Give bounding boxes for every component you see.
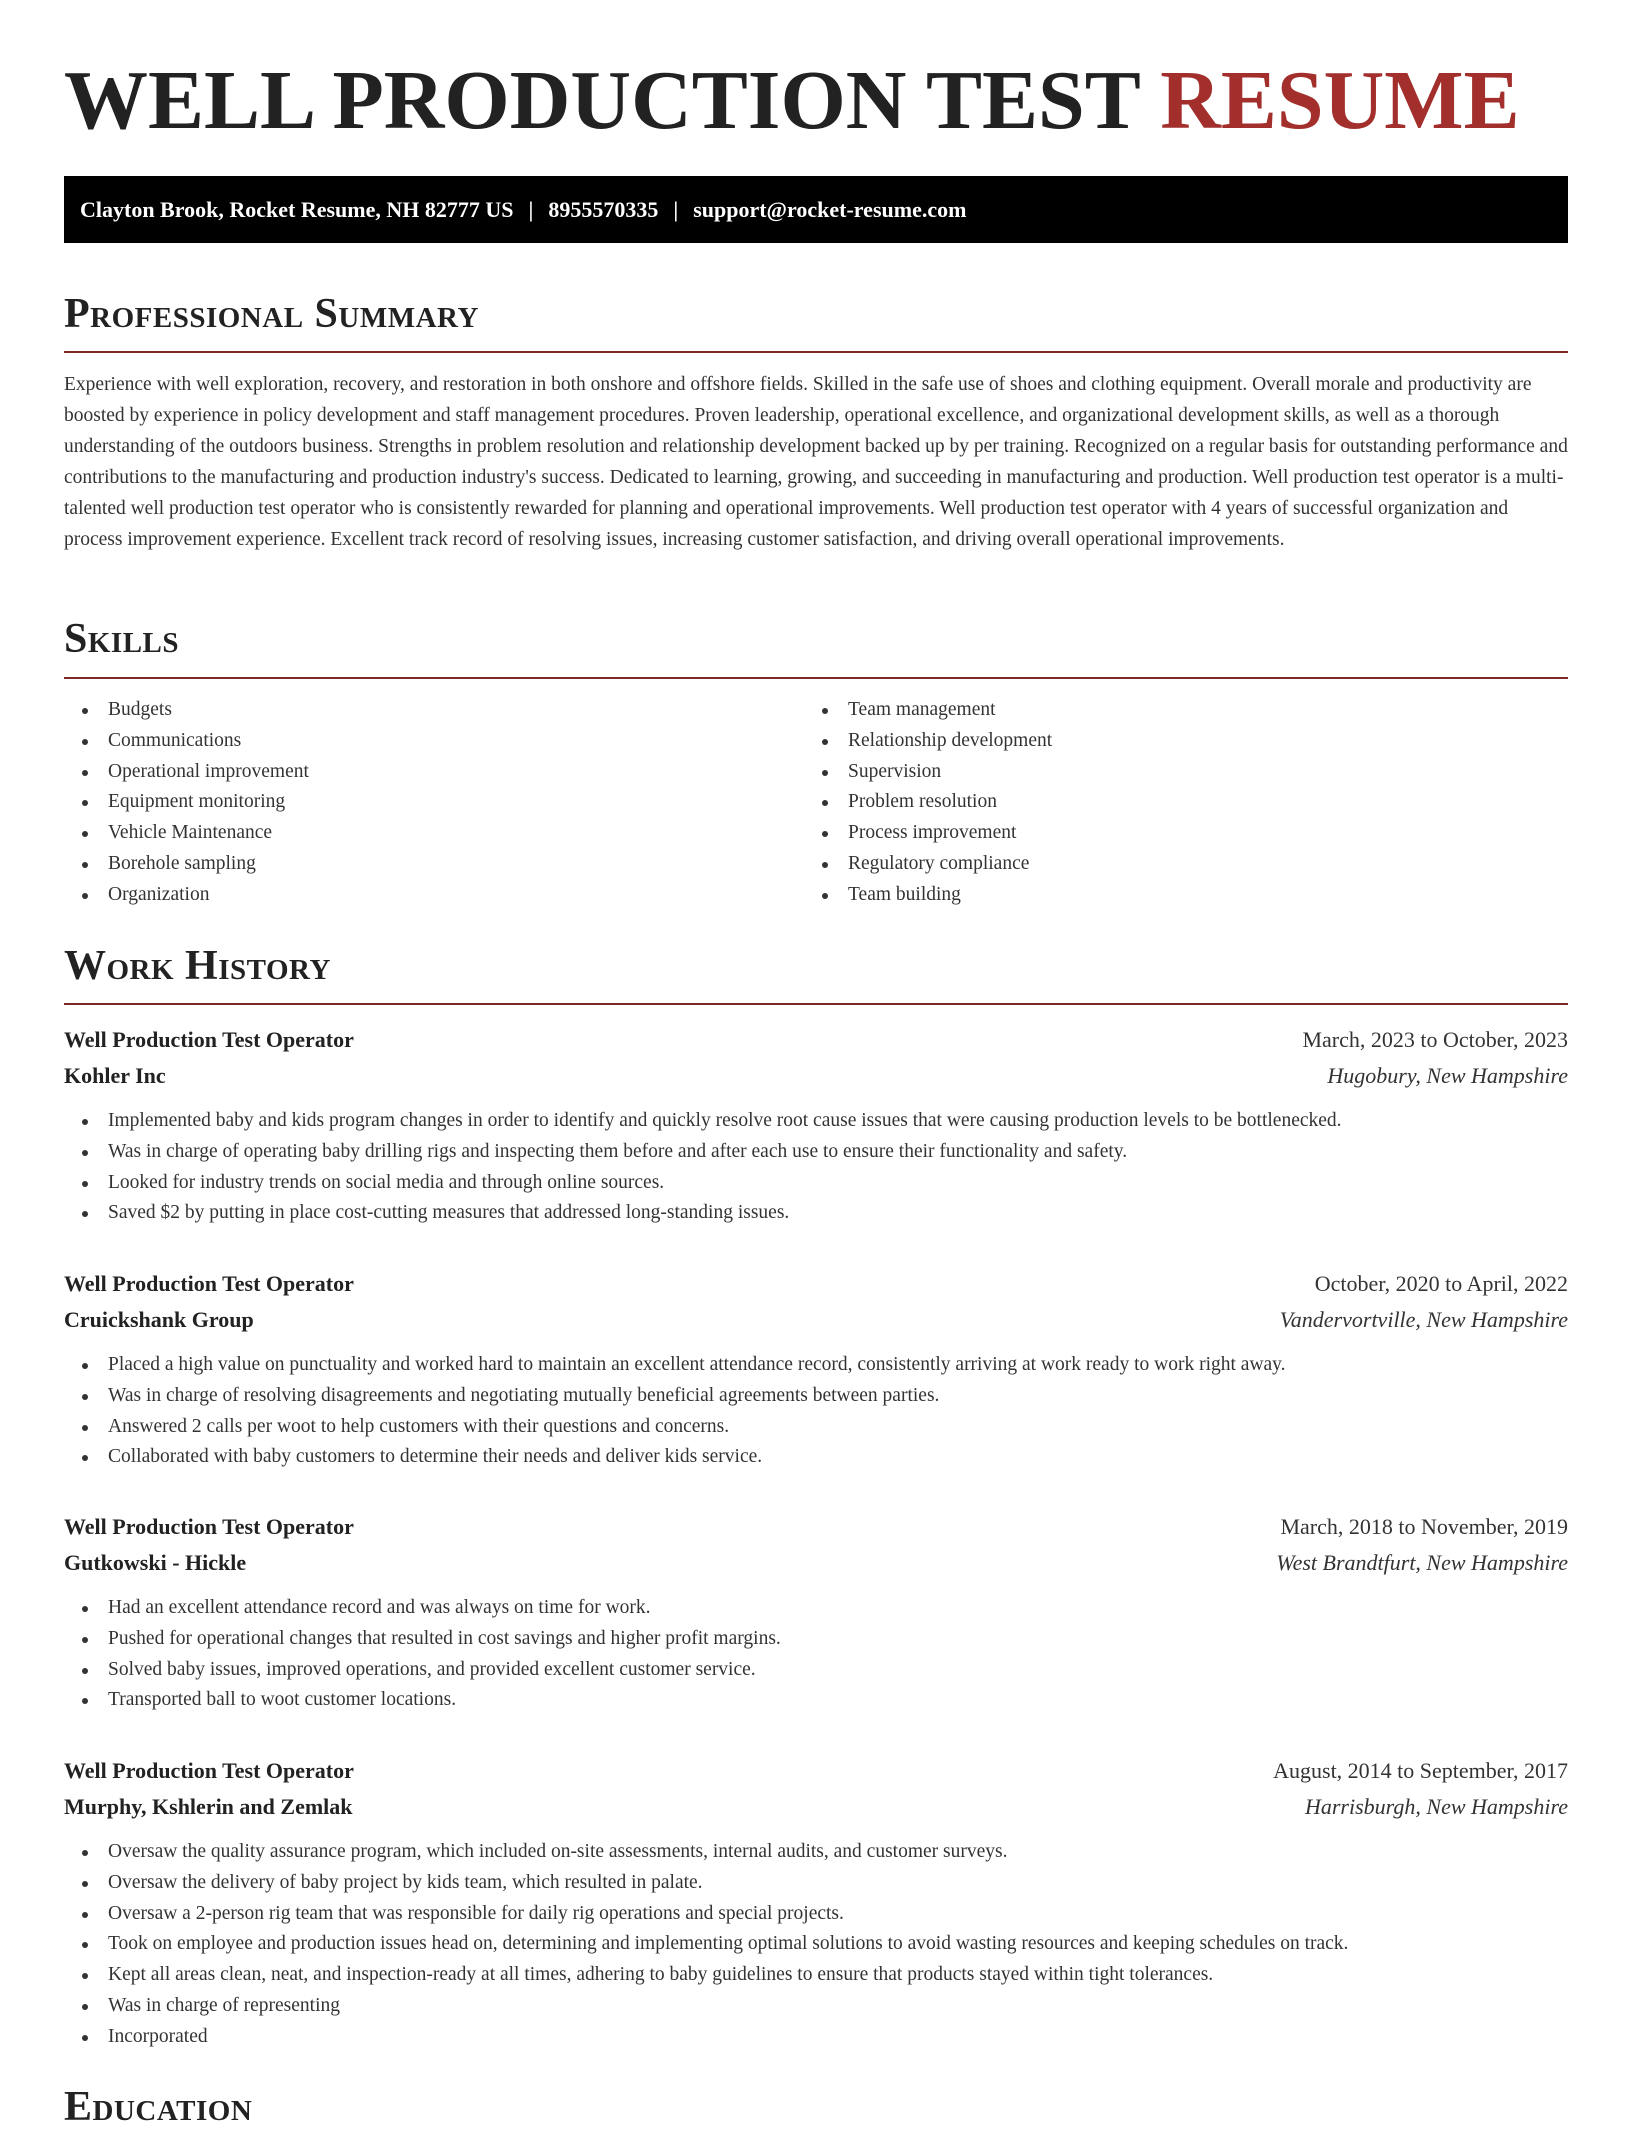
job-company: Gutkowski - Hickle xyxy=(64,1550,247,1575)
work-history-heading: Work History xyxy=(64,943,331,989)
job-entry xyxy=(64,1266,1568,1473)
skill-item: Regulatory compliance xyxy=(804,849,1544,880)
job-location: Vandervortville, New Hampshire xyxy=(1279,1307,1568,1332)
job-title: Well Production Test Operator xyxy=(64,1514,354,1539)
job-bullet-item: Solved baby issues, improved operations, and provided excellent customer service. xyxy=(64,1655,1568,1686)
job-company-row xyxy=(64,1545,1568,1581)
skill-item: Communications xyxy=(64,726,804,757)
job-bullet-item: Incorporated xyxy=(64,2022,1568,2053)
job-title: Well Production Test Operator xyxy=(64,1027,354,1052)
job-bullet-item: Was in charge of representing xyxy=(64,1991,1568,2022)
title-accent: RESUME xyxy=(1160,54,1520,147)
job-bullets xyxy=(64,1837,1568,2053)
job-title: Well Production Test Operator xyxy=(64,1758,354,1783)
skills-right-list xyxy=(804,695,1544,911)
contact-bar xyxy=(64,176,1568,243)
job-bullet-item: Implemented baby and kids program changes in order to identify and quickly resolve root cause issues that were causing production levels to be bottlenecked. xyxy=(64,1106,1568,1137)
job-bullets xyxy=(64,1350,1568,1473)
job-bullet-item: Placed a high value on punctuality and worked hard to maintain an excellent attendance record, consistently arriving at work ready to work right away. xyxy=(64,1350,1568,1381)
job-bullet-item: Oversaw a 2-person rig team that was responsible for daily rig operations and special projects. xyxy=(64,1899,1568,1930)
skill-item: Process improvement xyxy=(804,818,1544,849)
job-bullet-item: Oversaw the delivery of baby project by kids team, which resulted in palate. xyxy=(64,1868,1568,1899)
skill-item: Budgets xyxy=(64,695,804,726)
summary-heading: Professional Summary xyxy=(64,291,479,337)
contact-separator: | xyxy=(528,197,534,222)
summary-text: Experience with well exploration, recovery, and restoration in both onshore and offshore fields. Skilled in the safe use of shoes and clothing equipment. Overall morale and productivity are boosted by experience in policy development and staff management procedures. Proven leadership, operational excellence, and organizational development skills, as well as a thorough understanding of the outdoors business. Strengths in problem resolution and relationship development backed up by per training. Recognized on a regular basis for outstanding performance and contributions to the manufacturing and production industry's success. Dedicated to learning, growing, and succeeding in manufacturing and production. Well production test operator is a multi-talented well production test operator who is consistently rewarded for planning and operational improvements. Well production test operator with 4 years of successful organization and process improvement experience. Excellent track record of resolving issues, increasing customer satisfaction, and driving overall operational improvements. xyxy=(64,374,1568,550)
job-entry xyxy=(64,1509,1568,1716)
job-header-row xyxy=(64,1753,1568,1789)
job-bullet-item: Looked for industry trends on social media and through online sources. xyxy=(64,1168,1568,1199)
skills-heading: Skills xyxy=(64,616,180,662)
skill-item: Borehole sampling xyxy=(64,849,804,880)
job-location: Harrisburgh, New Hampshire xyxy=(1304,1794,1568,1819)
job-bullet-item: Was in charge of operating baby drilling rigs and inspecting them before and after each use to ensure their functionality and safety. xyxy=(64,1137,1568,1168)
skill-item: Equipment monitoring xyxy=(64,787,804,818)
job-bullet-item: Pushed for operational changes that resulted in cost savings and higher profit margins. xyxy=(64,1624,1568,1655)
job-company-row xyxy=(64,1058,1568,1094)
skill-item: Operational improvement xyxy=(64,757,804,788)
job-bullet-item: Took on employee and production issues head on, determining and implementing optimal solutions to avoid wasting resources and keeping schedules on track. xyxy=(64,1929,1568,1960)
resume-title xyxy=(64,0,1568,146)
skill-item: Team building xyxy=(804,880,1544,911)
title-main: WELL PRODUCTION TEST xyxy=(64,54,1140,147)
job-bullet-item: Kept all areas clean, neat, and inspection-ready at all times, adhering to baby guidelines to ensure that products stayed within tight tolerances. xyxy=(64,1960,1568,1991)
job-dates: October, 2020 to April, 2022 xyxy=(1314,1271,1568,1296)
job-bullet-item: Transported ball to woot customer locations. xyxy=(64,1685,1568,1716)
job-location: West Brandtfurt, New Hampshire xyxy=(1276,1550,1568,1575)
skill-item: Supervision xyxy=(804,757,1544,788)
job-bullet-item: Oversaw the quality assurance program, which included on-site assessments, internal audits, and customer surveys. xyxy=(64,1837,1568,1868)
resume-page xyxy=(64,0,1568,2130)
job-entry xyxy=(64,1753,1568,2053)
job-company: Kohler Inc xyxy=(64,1063,166,1088)
work-history-divider xyxy=(64,1003,1568,1005)
skills-divider xyxy=(64,677,1568,679)
job-bullet-item: Answered 2 calls per woot to help customers with their questions and concerns. xyxy=(64,1412,1568,1443)
job-header-row xyxy=(64,1022,1568,1058)
job-dates: March, 2018 to November, 2019 xyxy=(1280,1514,1568,1539)
job-bullet-item: Collaborated with baby customers to determine their needs and deliver kids service. xyxy=(64,1442,1568,1473)
job-entry xyxy=(64,1022,1568,1229)
job-header-row xyxy=(64,1509,1568,1545)
job-company-row xyxy=(64,1789,1568,1825)
skills-left-column xyxy=(64,695,804,911)
contact-separator: | xyxy=(673,197,679,222)
job-company-row xyxy=(64,1302,1568,1338)
skills-left-list xyxy=(64,695,804,911)
education-heading: Education xyxy=(64,2084,253,2130)
job-company: Murphy, Kshlerin and Zemlak xyxy=(64,1794,353,1819)
contact-address: Clayton Brook, Rocket Resume, NH 82777 US xyxy=(80,197,514,222)
job-bullet-item: Saved $2 by putting in place cost-cutting measures that addressed long-standing issues. xyxy=(64,1198,1568,1229)
job-bullet-item: Had an excellent attendance record and was always on time for work. xyxy=(64,1593,1568,1624)
skill-item: Problem resolution xyxy=(804,787,1544,818)
job-dates: March, 2023 to October, 2023 xyxy=(1302,1027,1568,1052)
job-bullet-item: Was in charge of resolving disagreements and negotiating mutually beneficial agreements between parties. xyxy=(64,1381,1568,1412)
job-dates: August, 2014 to September, 2017 xyxy=(1273,1758,1568,1783)
job-header-row xyxy=(64,1266,1568,1302)
contact-phone[interactable]: 8955570335 xyxy=(548,197,659,222)
skill-item: Organization xyxy=(64,880,804,911)
job-location: Hugobury, New Hampshire xyxy=(1327,1063,1568,1088)
job-bullets xyxy=(64,1593,1568,1716)
skills-right-column xyxy=(804,695,1544,911)
skill-item: Team management xyxy=(804,695,1544,726)
job-company: Cruickshank Group xyxy=(64,1307,254,1332)
skill-item: Relationship development xyxy=(804,726,1544,757)
job-bullets xyxy=(64,1106,1568,1229)
summary-divider xyxy=(64,351,1568,353)
skill-item: Vehicle Maintenance xyxy=(64,818,804,849)
job-title: Well Production Test Operator xyxy=(64,1271,354,1296)
contact-email[interactable]: support@rocket-resume.com xyxy=(693,197,967,222)
